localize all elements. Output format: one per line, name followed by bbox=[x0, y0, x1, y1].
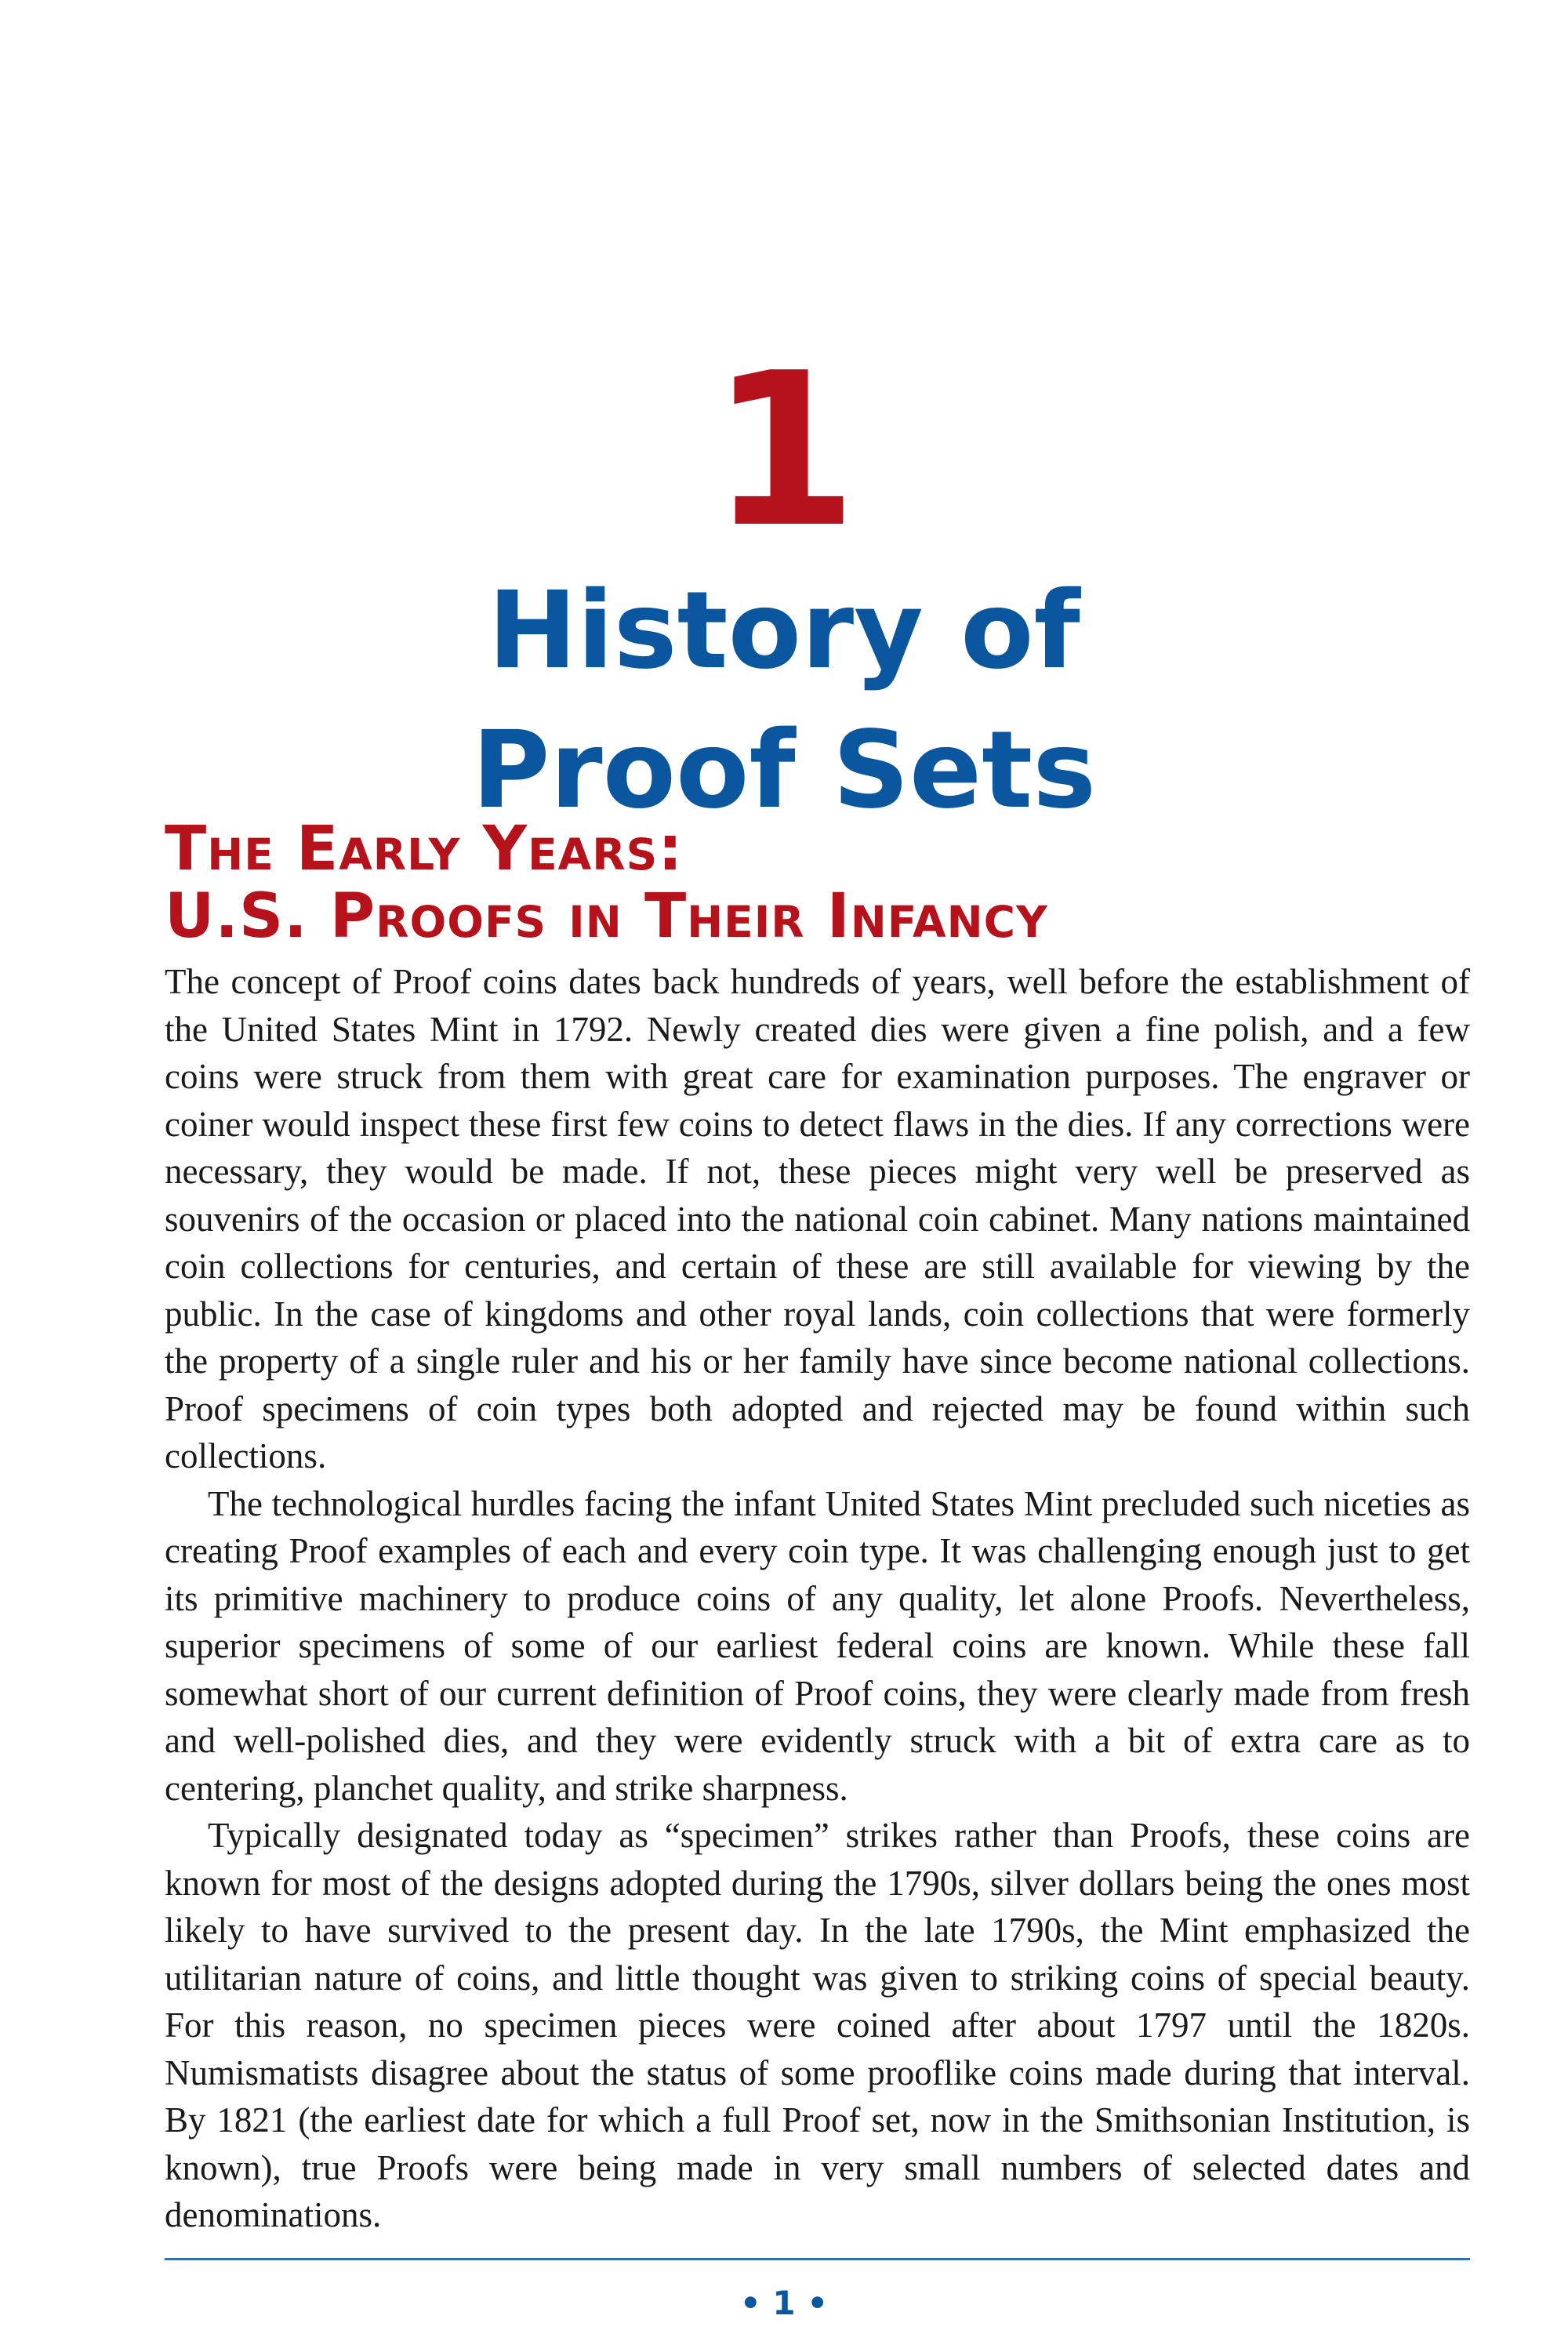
footer-rule bbox=[165, 2258, 1470, 2260]
section-heading bbox=[165, 815, 1497, 950]
chapter-title-line-1: History of bbox=[488, 569, 1080, 693]
page-number: • 1 • bbox=[739, 2284, 829, 2322]
section-heading-line-1: The Early Years: bbox=[165, 814, 684, 884]
section-heading-line-2: U.S. Proofs in Their Infancy bbox=[165, 881, 1048, 952]
paragraph-1: The concept of Proof coins dates back hundreds of years, well before the establishment of the United States Mint in 1792. Newly created dies were given a fine polish, and a few coins were struck from them with great care for examination purposes. The engraver or coiner would inspect these first few coins to detect flaws in the dies. If any corrections were necessary, they would be made. If not, these pieces might very well be preserved as souvenirs of the occasion or placed into the national coin cabinet. Many nations maintained coin collections for centuries, and certain of these are still available for viewing by the public. In the case of kingdoms and other royal lands, coin collections that were formerly the property of a single ruler and his or her family have since become national collections. Proof specimens of coin types both adopted and rejected may be found within such collections. bbox=[165, 962, 1470, 1475]
chapter-title-line-2: Proof Sets bbox=[471, 709, 1097, 833]
paragraph-2: The technological hurdles facing the infant United States Mint precluded such niceties as creating Proof examples of each and every coin type. It was challenging enough just to get its primitive machinery to produce coins of any quality, let alone Proofs. Nevertheless, superior specimens of some of our earliest federal coins are known. While these fall somewhat short of our current definition of Proof coins, they were clearly made from fresh and well-polished dies, and they were evidently struck with a bit of extra care as to centering, planchet quality, and strike sharpness. bbox=[165, 1483, 1470, 1808]
paragraph-3: Typically designated today as “specimen” strikes rather than Proofs, these coins are known for most of the designs adopted during the 1790s, silver dollars being the ones most likely to have survived to the present day. In the late 1790s, the Mint emphasized the utilitarian nature of coins, and little thought was given to striking coins of special beauty. For this reason, no specimen pieces were coined after about 1797 until the 1820s. Numismatists disagree about the status of some prooflike coins made during that interval. By 1821 (the earliest date for which a full Proof set, now in the Smithsonian Institution, is known), true Proofs were being made in very small numbers of selected dates and denominations. bbox=[165, 1816, 1470, 2234]
chapter-number: 1 bbox=[710, 327, 858, 574]
body-text bbox=[165, 958, 1470, 2239]
chapter-title bbox=[0, 561, 1568, 840]
